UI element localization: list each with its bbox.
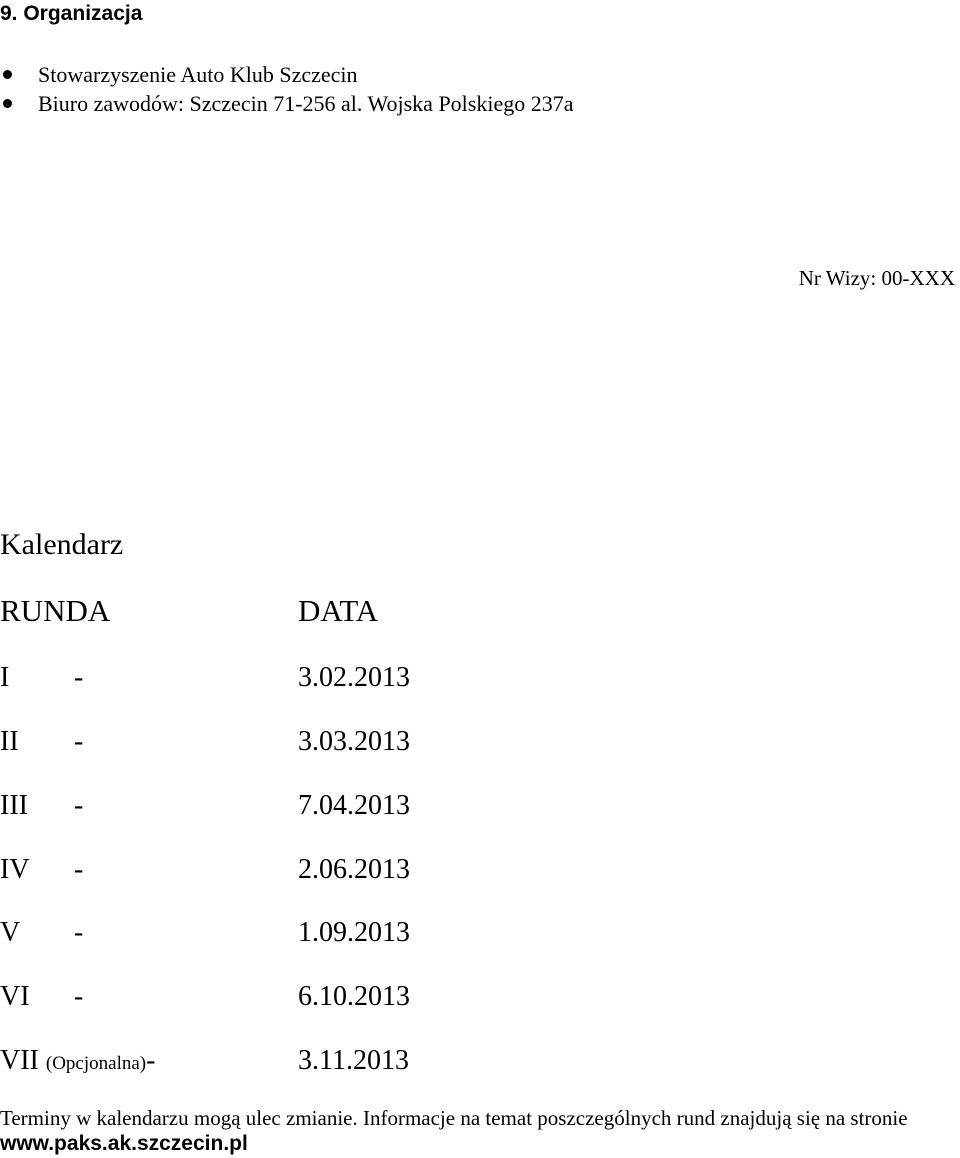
website-link[interactable]: www.paks.ak.szczecin.pl (0, 1132, 248, 1155)
round-note: (Opcjonalna) (45, 1053, 147, 1074)
round-date: 3.11.2013 (298, 1045, 409, 1076)
organization-list (0, 60, 574, 118)
round-row (0, 913, 600, 953)
round-date: 6.10.2013 (298, 981, 410, 1012)
round-separator: - (74, 662, 84, 693)
organizer-name: Stowarzyszenie Auto Klub Szczecin (38, 62, 358, 87)
footer-text: Terminy w kalendarzu mogą ulec zmianie. Informacje na temat poszczególnych rund znajdują się na stronie (0, 1106, 908, 1130)
round-separator: - (74, 917, 84, 948)
office-address: Biuro zawodów: Szczecin 71-256 al. Wojska Polskiego 237a (38, 91, 574, 116)
round-separator: - (74, 726, 84, 757)
round-row (0, 722, 600, 762)
round-row (0, 850, 600, 890)
footer-note (0, 1106, 960, 1156)
round-row (0, 977, 600, 1017)
list-item (0, 60, 574, 89)
round-number: V (0, 917, 21, 948)
round-separator: - (74, 790, 84, 821)
round-date: 7.04.2013 (298, 790, 410, 821)
round-date: 3.03.2013 (298, 726, 410, 757)
round-number: VII (Opcjonalna)- (0, 1045, 156, 1076)
round-row (0, 786, 600, 826)
round-number: VI (0, 981, 30, 1012)
bullet-icon (3, 70, 12, 79)
column-header-round: RUNDA (0, 593, 111, 628)
round-number: IV (0, 854, 30, 885)
round-number: III (0, 790, 28, 821)
round-number: I (0, 662, 10, 693)
round-date: 3.02.2013 (298, 662, 410, 693)
bullet-icon (3, 99, 12, 108)
calendar-title: Kalendarz (0, 528, 124, 561)
round-row (0, 1041, 600, 1081)
column-header-date: DATA (298, 593, 379, 628)
round-separator: - (74, 854, 84, 885)
round-row (0, 658, 600, 698)
round-number: II (0, 726, 19, 757)
visa-number: Nr Wizy: 00-XXX (798, 266, 955, 290)
section-heading: 9. Organizacja (0, 2, 143, 25)
list-item (0, 89, 574, 118)
round-date: 2.06.2013 (298, 854, 410, 885)
round-separator: - (74, 981, 84, 1012)
round-date: 1.09.2013 (298, 917, 410, 948)
